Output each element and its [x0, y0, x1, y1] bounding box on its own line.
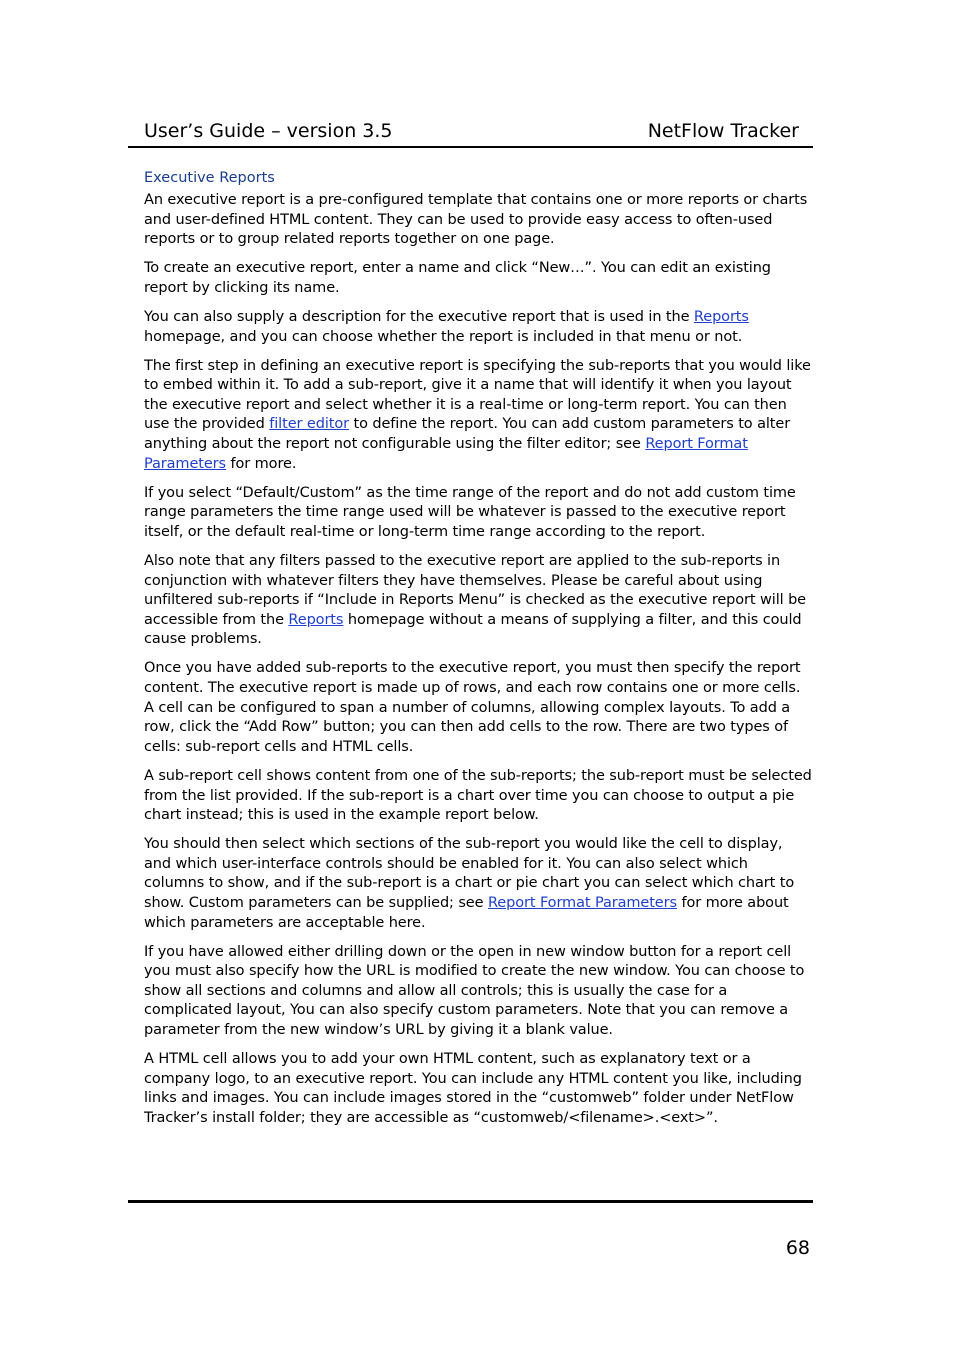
- paragraph-filters: [144, 552, 812, 650]
- paragraph-text: A HTML cell allows you to add your own HTML content, such as explanatory text or a company logo, to an executive report. You can include any HTML content you like, including links and images. You can include images stored in the “customweb” folder under NetFlow Tracker’s install folder; they are accessible as “customweb/<filename>.<ext>”.: [144, 1051, 802, 1126]
- paragraph-text: If you select “Default/Custom” as the time range of the report and do not add custom time range parameters the time range used will be whatever is passed to the executive report itself, or the default real-time or long-term time range according to the report.: [144, 484, 796, 540]
- filter-editor-link[interactable]: filter editor: [269, 416, 349, 433]
- paragraph-sub-report-cell: [144, 767, 812, 826]
- paragraph-create: [144, 259, 812, 298]
- report-format-parameters-link[interactable]: Report Format Parameters: [487, 895, 677, 911]
- paragraph-text: To create an executive report, enter a name and click “New…”. You can edit an existing report by clicking its name.: [144, 260, 771, 296]
- paragraph-time-range: [144, 484, 812, 543]
- paragraph-text: You should then select which sections of the sub-report you would like the cell to display, and which user-interface controls should be enabled for it. You can also select which columns to show, and if the sub-report is a chart or pie chart you can select which chart to show. Custom parameters can be supplied; see: [144, 836, 795, 911]
- paragraph-rows-cells: [144, 659, 812, 757]
- paragraph-text: The first step in defining an executive report is specifying the sub-reports that you would like to embed within it. To add a sub-report, give it a name that will identify it when you layout the executive report and select whether it is a real-time or long-term report. You can then use the provided: [144, 357, 811, 433]
- paragraph-intro: [144, 191, 812, 250]
- paragraph-html-cell: [144, 1050, 812, 1128]
- paragraph-sub-reports: [144, 357, 812, 475]
- reports-link[interactable]: Reports: [288, 611, 344, 628]
- paragraph-text: An executive report is a pre-configured template that contains one or more reports or charts and user-defined HTML content. They can be used to provide easy access to often-used reports or to group related reports together on one page.: [144, 192, 808, 248]
- paragraph-text: for more about which parameters are acceptable here.: [144, 895, 789, 931]
- footer-divider: [128, 1200, 813, 1203]
- paragraph-sections: [144, 835, 812, 933]
- reports-link[interactable]: Reports: [693, 308, 749, 325]
- paragraph-text: Also note that any filters passed to the executive report are applied to the sub-reports in conjunction with whatever filters they have themselves. Please be careful about using unfiltered sub-reports if “Include in Reports Menu” is checked as the executive report will be accessible from the: [144, 553, 806, 628]
- paragraph-text: You can also supply a description for the executive report that is used in the: [144, 308, 694, 325]
- paragraph-text: Once you have added sub-reports to the executive report, you must then specify the report content. The executive report is made up of rows, and each row contains one or more cells. A cell can be configured to span a number of columns, allowing complex layouts. To add a row, click the “Add Row” button; you can then add cells to the row. There are two types of cells: sub-report cells and HTML cells.: [144, 660, 801, 755]
- page-header: [128, 116, 813, 148]
- paragraph-text: A sub-report cell shows content from one of the sub-reports; the sub-report must be selected from the list provided. If the sub-report is a chart over time you can choose to output a pie chart instead; this is used in the example report below.: [144, 767, 812, 824]
- paragraph-description: [144, 308, 812, 347]
- paragraph-text: If you have allowed either drilling down or the open in new window button for a report cell you must also specify how the URL is modified to create the new window. You can choose to show all sections and columns and allow all controls; this is usually the case for a complicated layout, You can also specify custom parameters. Note that you can remove a parameter from the new window’s URL by giving it a blank value.: [144, 943, 805, 1039]
- paragraph-drilling: [144, 943, 812, 1041]
- page-content: [144, 168, 812, 1138]
- paragraph-text: to define the report. You can add custom parameters to alter anything about the report not configurable using the filter editor; see: [144, 416, 791, 453]
- paragraph-text: for more.: [226, 455, 297, 472]
- report-format-parameters-link[interactable]: Report Format Parameters: [144, 436, 748, 472]
- product-name: NetFlow Tracker: [647, 120, 799, 142]
- paragraph-text: homepage without a means of supplying a filter, and this could cause problems.: [144, 611, 802, 648]
- paragraph-text: homepage, and you can choose whether the report is included in that menu or not.: [144, 328, 743, 345]
- section-heading: Executive Reports: [144, 170, 275, 186]
- page-number: 68: [785, 1237, 810, 1259]
- document-title: User’s Guide – version 3.5: [144, 120, 393, 142]
